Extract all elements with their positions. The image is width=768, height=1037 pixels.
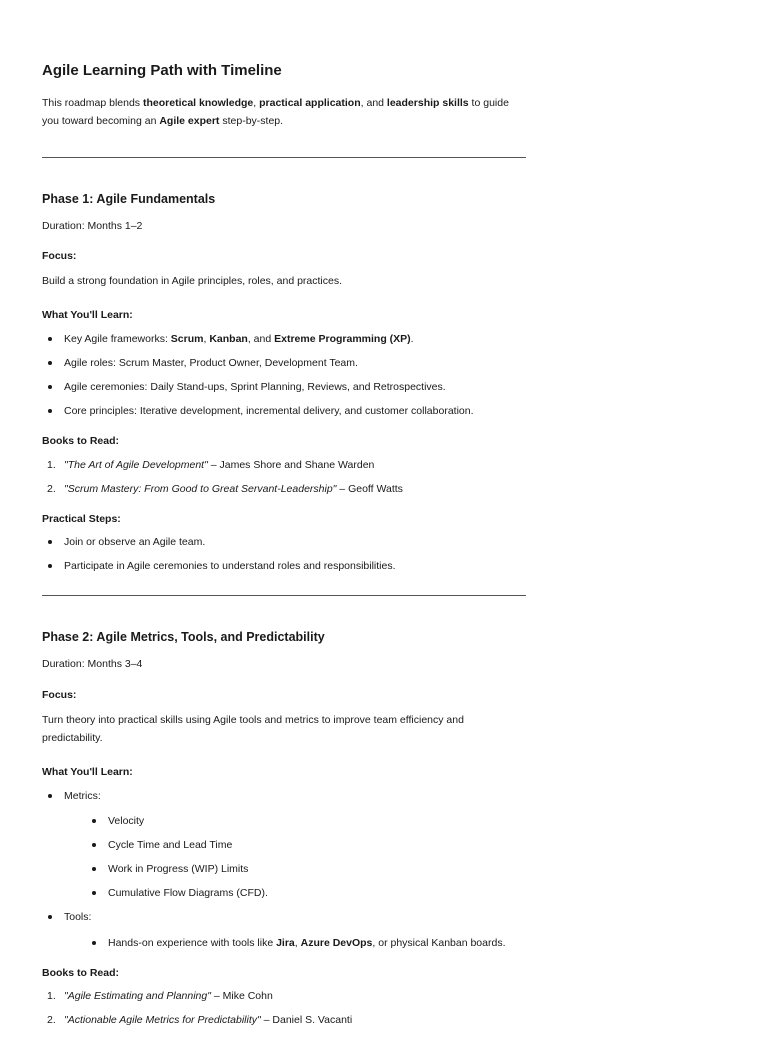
- list-item-tools: [42, 910, 526, 949]
- list-item: Participate in Agile ceremonies to understand roles and responsibilities.: [42, 559, 526, 573]
- intro-text-4: to guide you toward becoming an: [42, 97, 509, 128]
- list-item: [42, 332, 526, 346]
- book-title: "The Art of Agile Development": [64, 458, 208, 471]
- book-number: 1.: [47, 458, 56, 471]
- list-item-metrics: [42, 789, 526, 901]
- intro-bold-4: Agile expert: [159, 115, 220, 128]
- intro-text-5: step-by-step.: [219, 115, 284, 128]
- tools-text-e: , or physical Kanban boards.: [372, 936, 506, 949]
- learn-1-bold-xp: Extreme Programming (XP): [274, 332, 411, 345]
- phase-1-section: [42, 192, 526, 574]
- list-item: Agile roles: Scrum Master, Product Owner, Development Team.: [42, 356, 526, 370]
- book-author: – Mike Cohn: [210, 990, 273, 1002]
- tools-label: Tools:: [64, 911, 92, 924]
- learn-1-bold-scrum: Scrum: [170, 332, 204, 345]
- book-item: [42, 1013, 526, 1027]
- intro-paragraph: [42, 94, 526, 131]
- intro-text-2: ,: [253, 97, 260, 109]
- phase-2-learn-label: What You'll Learn:: [42, 766, 133, 779]
- phase-2-learn-list: [42, 789, 526, 950]
- book-item: [42, 458, 526, 472]
- book-number: 2.: [47, 482, 56, 495]
- book-item: [42, 482, 526, 496]
- phase-1-books-label: Books to Read:: [42, 435, 120, 448]
- phase-1-books-list: [42, 458, 526, 496]
- divider-2: [42, 595, 526, 596]
- intro-bold-2: practical application: [259, 97, 361, 109]
- list-item: Core principles: Iterative development, incremental delivery, and customer collaboration.: [42, 404, 526, 418]
- tools-text-c: ,: [294, 936, 301, 949]
- phase-2-books-label: Books to Read:: [42, 966, 120, 979]
- list-item: Agile ceremonies: Daily Stand-ups, Sprint Planning, Reviews, and Retrospectives.: [42, 380, 526, 394]
- learn-1-bold-kanban: Kanban: [209, 332, 248, 345]
- list-item: Join or observe an Agile team.: [42, 535, 526, 549]
- phase-1-focus-label: Focus:: [42, 249, 77, 262]
- intro-bold-3: leadership skills: [386, 97, 469, 109]
- list-item: Cycle Time and Lead Time: [86, 838, 526, 852]
- intro-text-3: , and: [360, 97, 387, 109]
- tools-bold-azure: Azure DevOps: [300, 936, 373, 949]
- phase-1-steps-list: [42, 535, 526, 573]
- learn-1-text-a: Key Agile frameworks:: [64, 332, 171, 345]
- tools-bold-jira: Jira: [276, 936, 295, 949]
- book-author: – Geoff Watts: [336, 482, 403, 495]
- list-item: [86, 936, 526, 950]
- list-item: Work in Progress (WIP) Limits: [86, 862, 526, 876]
- phase-2-focus-label: Focus:: [42, 688, 77, 701]
- intro-text-1: This roadmap blends: [42, 97, 143, 109]
- phase-2-duration: Duration: Months 3–4: [42, 658, 143, 671]
- book-author: – James Shore and Shane Warden: [207, 458, 375, 471]
- phase-2-books-list: [42, 989, 526, 1027]
- learn-1-text-c: ,: [203, 332, 210, 345]
- phase-2-section: [42, 630, 526, 1027]
- book-item: [42, 989, 526, 1003]
- learn-1-text-g: .: [410, 332, 414, 345]
- phase-1-duration: Duration: Months 1–2: [42, 219, 143, 232]
- phase-2-focus-text: Turn theory into practical skills using Agile tools and metrics to improve team efficiency and predictability.: [42, 713, 464, 745]
- tools-text-a: Hands-on experience with tools like: [108, 936, 277, 949]
- phase-1-steps-label: Practical Steps:: [42, 512, 121, 525]
- metrics-label: Metrics:: [64, 789, 101, 802]
- document-content: [42, 62, 526, 1037]
- phase-1-learn-label: What You'll Learn:: [42, 309, 133, 322]
- divider-1: [42, 157, 526, 158]
- metrics-list: [64, 814, 526, 901]
- page-title: Agile Learning Path with Timeline: [42, 62, 282, 79]
- book-author: – Daniel S. Vacanti: [260, 1014, 353, 1027]
- learn-1-text-e: , and: [247, 332, 275, 345]
- book-title: "Agile Estimating and Planning": [64, 990, 211, 1002]
- book-number: 1.: [47, 990, 56, 1002]
- tools-list: [64, 936, 526, 950]
- list-item: Velocity: [86, 814, 526, 828]
- phase-2-heading: Phase 2: Agile Metrics, Tools, and Predictability: [42, 630, 325, 645]
- phase-1-heading: Phase 1: Agile Fundamentals: [42, 191, 216, 206]
- list-item: Cumulative Flow Diagrams (CFD).: [86, 886, 526, 900]
- book-title: "Actionable Agile Metrics for Predictability": [64, 1014, 261, 1027]
- book-title: "Scrum Mastery: From Good to Great Servant-Leadership": [64, 482, 337, 495]
- phase-1-learn-list: [42, 332, 526, 419]
- intro-bold-1: theoretical knowledge: [142, 97, 254, 109]
- phase-1-focus-text: Build a strong foundation in Agile principles, roles, and practices.: [42, 275, 343, 288]
- book-number: 2.: [47, 1014, 56, 1027]
